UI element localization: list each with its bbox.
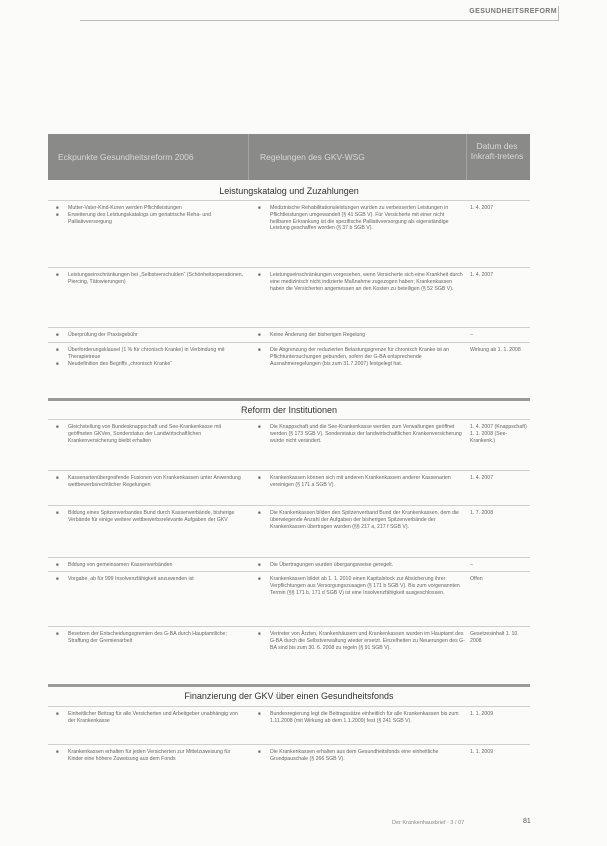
list-item: ■ Krankenkassen erhalten für jeden Versicherten zur Mittelzuweisung für Kinder eine höhere Zuweisung aus dem Fonds — [56, 749, 246, 763]
list-item: ■ Medizinische Rehabilitationsleistungen wurden zu verbesserten Leistungen in Pflichtleistungen umgewandelt (§ 41 SGB V). Für Versicherte mit einer nicht heilbaren Erkrankung ist die spezifische Palliativversorgung als eigenständige Leistung geschaffen worden (§ 37 b SGB V). — [258, 205, 466, 232]
effective-date: 1. 4. 2007 — [470, 475, 494, 481]
list-item: ■ Leistungseinschränkungen bei „Selbstverschulden“ (Schönheitsoperationen, Piercing, Tätowierungen) — [56, 272, 246, 286]
table-header — [48, 134, 530, 180]
list-item: ■ Kassenartenübergreifende Fusionen von Krankenkassen unter Anwendung wettbewerbsrechtlicher Regelungen — [56, 475, 246, 489]
section-rule — [48, 684, 530, 687]
page-number: 81 — [523, 818, 531, 825]
list-item: ■ Leistungseinschränkungen vorgesehen, wenn Versicherte sich eine Krankheit durch eine medizinisch nicht indizierte Maßnahme zugezogen haben; Krankenkassen haben die Versicherten angemessen an den Kosten zu beteiligen (§ 52 SGB V). — [258, 272, 466, 292]
list-item: ■ Bundesregierung legt die Beitragssätze einheitlich für alle Krankenkassen bis zum 1.11.2008 (mit Wirkung ab dem 1.1.2009) fest (§ 241 SGB V). — [258, 711, 466, 725]
list-item: ■ Besetzen der Entscheidungsgremien des G-BA durch Hauptamtliche; Straffung der Gremienarbeit — [56, 631, 246, 645]
effective-date: 1. 4. 2007 (Knappschaft) 1. 1. 2008 (See-Krankenk.) — [470, 424, 527, 444]
header-divider-tick — [558, 6, 559, 20]
section-title: Reform der Institutionen — [240, 405, 338, 415]
effective-date: Offen — [470, 576, 483, 582]
list-item: ■ Bildung eines Spitzenverbandes Bund durch Kassenverbände, bisherige Verbände für einige weitere wettbewerbsrelevante Aufgaben der GKV — [56, 510, 246, 524]
list-item: ■ Bildung von gemeinsamen Kassenverbänden — [56, 562, 246, 569]
list-item: ■ Keine Änderung der bisherigen Regelung — [258, 332, 466, 339]
effective-date: – — [470, 562, 473, 568]
list-item: ■ Die Krankenkassen erhalten aus dem Gesundheitsfonds eine einheitliche Grundpauschale (§ 266 SGB V). — [258, 749, 466, 763]
table-header-col1: Eckpunkte Gesundheitsreform 2006 — [58, 152, 194, 162]
effective-date: 1. 1. 2009 — [470, 711, 494, 717]
list-item: ■ Überprüfung der Praxisgebühr — [56, 332, 246, 339]
list-item: ■ Die Abgrenzung der reduzierten Belastungsgrenze für chronisch Kranke ist an Pflichtuntersuchungen gebunden, sofern der G-BA entsprechende Ausnahmeregelungen (bis zum 31.7.2007) festgelegt hat. — [258, 347, 466, 367]
table-header-col3: Datum des Inkraft-tretens — [470, 141, 524, 161]
list-item: ■ Erweiterung des Leistungskatalogs um geriatrische Reha- und Palliativversorgung — [56, 212, 246, 226]
effective-date: 1. 4. 2007 — [470, 272, 494, 278]
list-item: ■ Gleichstellung von Bundesknappschaft und See-Krankenkasse mit geöffneten GKVen, Sonderstatus der Landwirtschaftlichen Krankenversicherung bleibt erhalten — [56, 424, 246, 444]
effective-date: Wirkung ab 1. 1. 2008 — [470, 347, 521, 353]
header-rule — [80, 20, 559, 21]
footer-text: Der Krankenhausbrief · 3 / 07 — [392, 820, 465, 826]
section-title: Leistungskatalog und Zuzahlungen — [219, 186, 359, 196]
effective-date: 1. 4. 2007 — [470, 205, 494, 211]
list-item: ■ Die Übertragungen wurden übergangsweise geregelt. — [258, 562, 466, 569]
list-item: ■ Die Knappschaft und die See-Krankenkasse werden zum Verwaltungen geöffnet werden (§ 173 SGB V). Sonderstatus der landwirtschaftlichen Krankenversicherung wurde nicht verändert. — [258, 424, 466, 444]
list-item: ■ Einheitlicher Beitrag für alle Versicherten und Arbeitgeber unabhängig von der Krankenkasse — [56, 711, 246, 725]
list-item: ■ Neudefinition des Begriffs „chronisch Kranke“ — [56, 361, 246, 368]
section-header-label: GESUNDHEITSREFORM — [469, 8, 557, 15]
list-item: ■ Mutter-Vater-Kind-Kuren werden Pflichtleistungen — [56, 205, 246, 212]
list-item: ■ Überforderungsklausel (1 % für chronisch Kranke) in Verbindung mit Therapietreue — [56, 347, 246, 361]
effective-date: 1. 1. 2009 — [470, 749, 494, 755]
effective-date: 1. 7. 2008 — [470, 510, 494, 516]
effective-date: – — [470, 332, 473, 338]
section-title: Finanzierung der GKV über einen Gesundheitsfonds — [184, 691, 394, 701]
list-item: ■ Vertreter von Ärzten, Krankenhäusern und Krankenkassen wurden im Hauptamt des G-BA durch die Selbstverwaltung wieder ersetzt. Einzelheiten zu Neuerungen des G-BA sind bis zum 30. 6. 2008 zu regeln (§ 91 SGB V). — [258, 631, 466, 651]
list-item: ■ Die Krankenkassen bilden den Spitzenverband Bund der Krankenkassen, dem die überwiegende Anzahl der Aufgaben der bisherigen Spitzenverbände der Krankenkassen übertragen wurden (§§ 217 a, 217 f SGB V). — [258, 510, 466, 530]
table-header-col2: Regelungen des GKV-WSG — [260, 152, 365, 162]
section-rule — [48, 398, 530, 401]
list-item: ■ Krankenkassen bildet ab 1. 1. 2010 einen Kapitalstock zur Absicherung ihrer Verpflichtungen aus Versorgungszusagen (§ 171 b SGB V). Bis zum vorgenannten Termin (§§ 171 b, 171 d SGB V) ist eine Insolvenzfähigkeit ausgeschlossen. — [258, 576, 466, 596]
list-item: ■ Krankenkassen können sich mit anderen Krankenkassen anderer Kassenarten vereinigen (§ 171 a SGB V). — [258, 475, 466, 489]
effective-date: Gesetzesinhalt 1. 10. 2008 — [470, 631, 519, 644]
list-item: ■ Vorgabe, ab für 999 Insolvenzfähigkeit anzuwenden ist — [56, 576, 246, 583]
